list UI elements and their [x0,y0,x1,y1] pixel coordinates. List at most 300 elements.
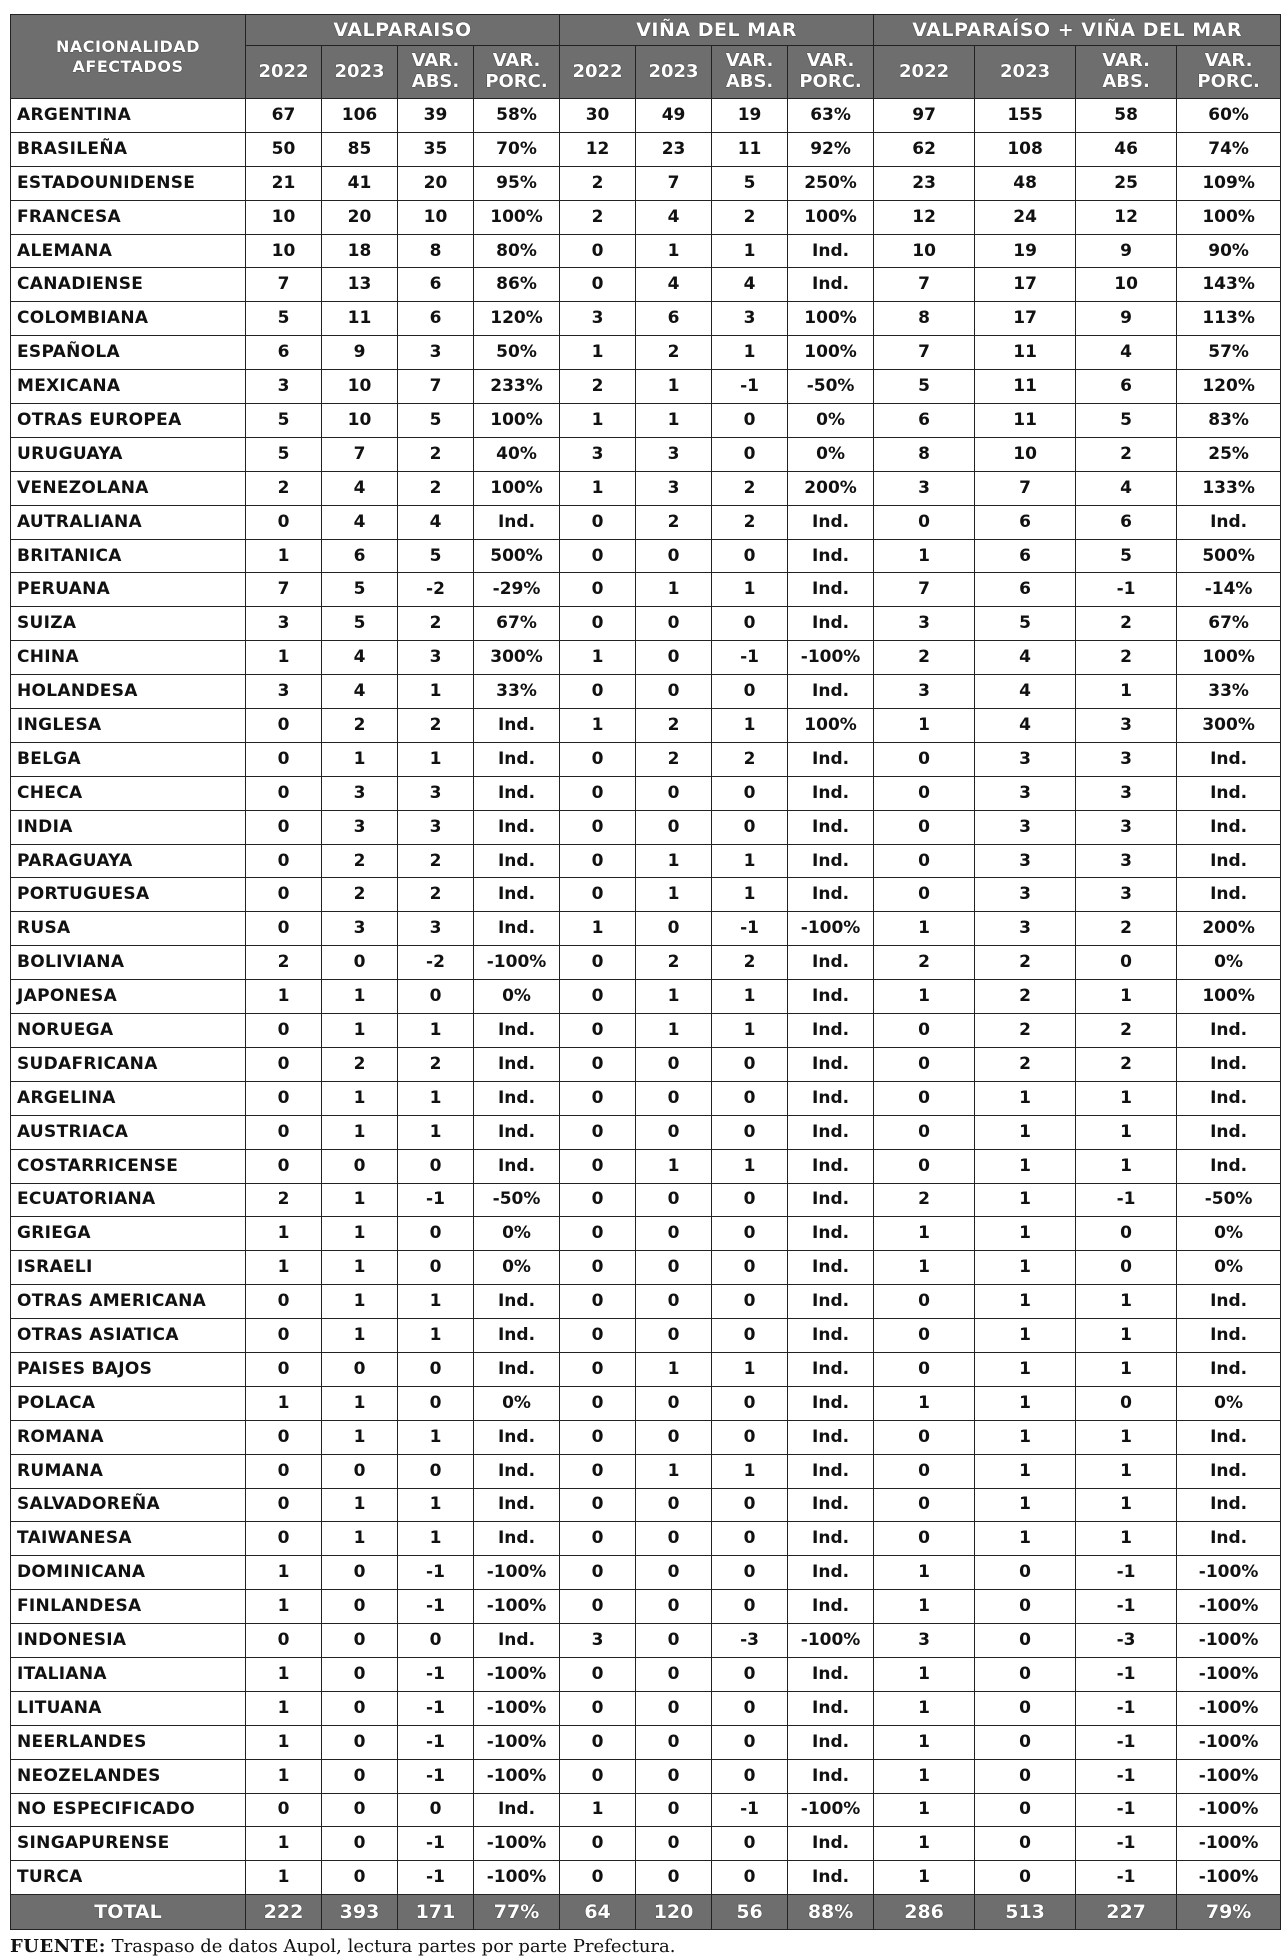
value-cell: 0 [712,437,788,471]
value-cell: 0 [636,1522,712,1556]
value-cell: 1 [246,1386,322,1420]
value-cell: 1 [636,1352,712,1386]
value-cell: -100% [1177,1657,1281,1691]
value-cell: 0 [874,844,975,878]
value-cell: 0 [560,1251,636,1285]
value-cell: 3 [636,437,712,471]
value-cell: 13 [322,268,398,302]
value-cell: 3 [975,912,1076,946]
value-cell: Ind. [788,1725,874,1759]
value-cell: 2 [1076,641,1177,675]
value-cell: 1 [874,1657,975,1691]
value-cell: 0% [1177,1217,1281,1251]
value-cell: 70% [474,132,560,166]
value-cell: 0 [560,980,636,1014]
value-cell: 1 [398,742,474,776]
value-cell: 100% [1177,641,1281,675]
value-cell: 0 [398,1352,474,1386]
table-row [11,505,1281,539]
value-cell: 1 [1076,1081,1177,1115]
value-cell: 0 [636,1725,712,1759]
value-cell: 1 [560,641,636,675]
value-cell: 6 [975,573,1076,607]
value-cell: 1 [398,1285,474,1319]
value-cell: 3 [874,607,975,641]
nationality-cell: OTRAS ASIATICA [11,1319,246,1353]
value-cell: 1 [975,1081,1076,1115]
value-cell: 3 [398,810,474,844]
value-cell: 1 [246,980,322,1014]
value-cell: 80% [474,234,560,268]
table-row [11,437,1281,471]
value-cell: -1 [1076,1725,1177,1759]
value-cell: -1 [398,1725,474,1759]
value-cell: 2 [712,742,788,776]
value-cell: 0 [712,1217,788,1251]
table-row [11,675,1281,709]
value-cell: 1 [246,641,322,675]
value-cell: 1 [246,1827,322,1861]
value-cell: 10 [975,437,1076,471]
total-value: 79% [1177,1895,1281,1930]
value-cell: 7 [246,268,322,302]
value-cell: 5 [246,437,322,471]
value-cell: 12 [560,132,636,166]
value-cell: 5 [1076,539,1177,573]
value-cell: Ind. [788,505,874,539]
table-row [11,1183,1281,1217]
value-cell: 0 [874,742,975,776]
value-cell: 24 [975,200,1076,234]
value-cell: 0 [712,1319,788,1353]
value-cell: 6 [1076,370,1177,404]
value-cell: 1 [712,1149,788,1183]
value-cell: 17 [975,302,1076,336]
value-cell: 0 [246,1081,322,1115]
value-cell: 155 [975,99,1076,133]
value-cell: 1 [1076,1285,1177,1319]
table-row [11,1454,1281,1488]
value-cell: 2 [712,200,788,234]
value-cell: 7 [874,268,975,302]
total-row [11,1895,1281,1930]
value-cell: 0 [636,641,712,675]
value-cell: -1 [1076,573,1177,607]
value-cell: -100% [1177,1556,1281,1590]
value-cell: Ind. [474,1014,560,1048]
value-cell: 3 [398,641,474,675]
value-cell: 1 [712,573,788,607]
nationality-cell: PAISES BAJOS [11,1352,246,1386]
value-cell: 108 [975,132,1076,166]
value-cell: 1 [636,573,712,607]
nationality-cell: RUSA [11,912,246,946]
value-cell: 4 [1076,471,1177,505]
value-cell: 20 [398,166,474,200]
value-cell: 4 [322,471,398,505]
value-cell: Ind. [1177,1047,1281,1081]
value-cell: 0 [975,1624,1076,1658]
value-cell: 0 [874,1522,975,1556]
value-cell: 5 [874,370,975,404]
value-cell: 2 [975,1047,1076,1081]
value-cell: 1 [322,1319,398,1353]
header-group-vina-del-mar: VIÑA DEL MAR [560,15,874,46]
value-cell: Ind. [788,1251,874,1285]
nationality-cell: SALVADOREÑA [11,1488,246,1522]
nationality-cell: LITUANA [11,1691,246,1725]
value-cell: 0 [246,1488,322,1522]
value-cell: Ind. [474,1522,560,1556]
table-row [11,641,1281,675]
header-group-valparaiso: VALPARAISO [246,15,560,46]
table-row [11,912,1281,946]
value-cell: 95% [474,166,560,200]
value-cell: 1 [246,1691,322,1725]
value-cell: 0% [788,437,874,471]
value-cell: 1 [398,675,474,709]
value-cell: 250% [788,166,874,200]
value-cell: 1 [1076,675,1177,709]
value-cell: 33% [1177,675,1281,709]
value-cell: 83% [1177,404,1281,438]
total-label: TOTAL [11,1895,246,1930]
value-cell: 1 [398,1319,474,1353]
value-cell: 67% [1177,607,1281,641]
total-value: 171 [398,1895,474,1930]
value-cell: 0 [246,1352,322,1386]
value-cell: 1 [322,1183,398,1217]
value-cell: 0 [246,1319,322,1353]
value-cell: 2 [322,1047,398,1081]
value-cell: 5 [322,607,398,641]
value-cell: 0 [636,1251,712,1285]
value-cell: Ind. [474,1488,560,1522]
value-cell: 0 [246,776,322,810]
value-cell: 10 [1076,268,1177,302]
value-cell: 1 [874,1759,975,1793]
nationality-cell: BOLIVIANA [11,946,246,980]
value-cell: 0 [712,1725,788,1759]
value-cell: 0 [246,1454,322,1488]
value-cell: 3 [560,437,636,471]
value-cell: -100% [1177,1691,1281,1725]
table-row [11,302,1281,336]
value-cell: Ind. [788,573,874,607]
value-cell: 0 [560,1590,636,1624]
value-cell: 1 [636,1149,712,1183]
value-cell: 6 [975,505,1076,539]
nationality-cell: COLOMBIANA [11,302,246,336]
value-cell: 0 [560,1420,636,1454]
value-cell: -1 [1076,1657,1177,1691]
table-row [11,1657,1281,1691]
value-cell: Ind. [788,1149,874,1183]
value-cell: 17 [975,268,1076,302]
value-cell: 1 [712,1014,788,1048]
nationality-cell: PERUANA [11,573,246,607]
value-cell: 0 [560,1217,636,1251]
value-cell: 2 [636,709,712,743]
value-cell: 12 [1076,200,1177,234]
value-cell: 19 [975,234,1076,268]
nationality-cell: NEERLANDES [11,1725,246,1759]
value-cell: 1 [322,1251,398,1285]
value-cell: 62 [874,132,975,166]
total-value: 222 [246,1895,322,1930]
value-cell: 1 [1076,1420,1177,1454]
table-row [11,1047,1281,1081]
value-cell: Ind. [1177,1454,1281,1488]
value-cell: 0 [636,1115,712,1149]
value-cell: 8 [874,302,975,336]
value-cell: 3 [1076,844,1177,878]
value-cell: -1 [1076,1827,1177,1861]
value-cell: 0% [1177,1386,1281,1420]
value-cell: Ind. [474,742,560,776]
value-cell: 0 [636,1861,712,1895]
source-text: Traspaso de datos Aupol, lectura partes por parte Prefectura. [105,1936,676,1957]
value-cell: 3 [1076,776,1177,810]
value-cell: 2 [975,980,1076,1014]
nationality-cell: JAPONESA [11,980,246,1014]
value-cell: 1 [1076,1454,1177,1488]
value-cell: 39 [398,99,474,133]
table-row [11,1556,1281,1590]
value-cell: 0 [1076,946,1177,980]
total-value: 393 [322,1895,398,1930]
value-cell: 0 [636,1624,712,1658]
nationality-cell: ARGENTINA [11,99,246,133]
value-cell: 2 [1076,1014,1177,1048]
value-cell: 4 [712,268,788,302]
value-cell: 3 [322,810,398,844]
value-cell: 4 [975,675,1076,709]
value-cell: 0 [712,1522,788,1556]
value-cell: -1 [398,1759,474,1793]
nationality-cell: BELGA [11,742,246,776]
value-cell: 1 [246,1657,322,1691]
value-cell: 11 [975,404,1076,438]
nationality-cell: MEXICANA [11,370,246,404]
value-cell: 2 [636,946,712,980]
value-cell: Ind. [1177,1081,1281,1115]
value-cell: 0% [474,1217,560,1251]
value-cell: 0 [560,1183,636,1217]
value-cell: Ind. [474,878,560,912]
value-cell: 0 [398,1217,474,1251]
value-cell: 3 [246,370,322,404]
value-cell: Ind. [474,1047,560,1081]
value-cell: 1 [398,1420,474,1454]
value-cell: Ind. [474,844,560,878]
table-row [11,1285,1281,1319]
value-cell: 0 [636,810,712,844]
value-cell: 74% [1177,132,1281,166]
value-cell: 0 [636,607,712,641]
value-cell: 0 [874,1081,975,1115]
nationality-cell: OTRAS AMERICANA [11,1285,246,1319]
total-value: 227 [1076,1895,1177,1930]
value-cell: 1 [975,1251,1076,1285]
table-body [11,99,1281,1930]
value-cell: 0 [560,1352,636,1386]
value-cell: 0 [398,1149,474,1183]
value-cell: Ind. [788,844,874,878]
value-cell: Ind. [1177,1488,1281,1522]
table-row [11,1827,1281,1861]
value-cell: Ind. [1177,1319,1281,1353]
value-cell: 3 [560,302,636,336]
value-cell: 0 [560,1522,636,1556]
value-cell: 7 [975,471,1076,505]
value-cell: 1 [246,1759,322,1793]
value-cell: Ind. [474,1624,560,1658]
nationality-cell: RUMANA [11,1454,246,1488]
nationality-table [10,14,1281,1930]
value-cell: 2 [636,742,712,776]
value-cell: 3 [975,742,1076,776]
value-cell: 2 [874,946,975,980]
value-cell: 48 [975,166,1076,200]
value-cell: 0 [874,1115,975,1149]
nationality-cell: URUGUAYA [11,437,246,471]
value-cell: 0 [560,1691,636,1725]
nationality-cell: ECUATORIANA [11,1183,246,1217]
value-cell: 1 [874,1556,975,1590]
value-cell: 10 [322,370,398,404]
value-cell: 5 [712,166,788,200]
table-header [11,15,1281,99]
value-cell: 100% [474,471,560,505]
value-cell: 0 [560,1386,636,1420]
value-cell: 106 [322,99,398,133]
value-cell: 0 [636,912,712,946]
table-row [11,336,1281,370]
value-cell: 0 [246,1115,322,1149]
nationality-cell: CHECA [11,776,246,810]
value-cell: 23 [636,132,712,166]
value-cell: 3 [398,336,474,370]
value-cell: Ind. [474,1285,560,1319]
value-cell: 3 [712,302,788,336]
value-cell: 0 [560,1759,636,1793]
value-cell: 5 [322,573,398,607]
value-cell: 4 [636,268,712,302]
value-cell: 21 [246,166,322,200]
value-cell: 0 [636,1793,712,1827]
value-cell: 49 [636,99,712,133]
value-cell: 97 [874,99,975,133]
value-cell: -1 [1076,1183,1177,1217]
value-cell: -2 [398,573,474,607]
nationality-cell: NO ESPECIFICADO [11,1793,246,1827]
value-cell: 5 [246,302,322,336]
value-cell: 0 [975,1861,1076,1895]
value-cell: Ind. [1177,1522,1281,1556]
value-cell: Ind. [788,1759,874,1793]
nationality-cell: HOLANDESA [11,675,246,709]
value-cell: 1 [322,980,398,1014]
nationality-cell: ESTADOUNIDENSE [11,166,246,200]
nationality-cell: COSTARRICENSE [11,1149,246,1183]
value-cell: -100% [788,1624,874,1658]
table-row [11,1590,1281,1624]
table-row [11,1115,1281,1149]
value-cell: 1 [322,1488,398,1522]
value-cell: -100% [788,1793,874,1827]
value-cell: Ind. [788,1861,874,1895]
value-cell: 0 [398,980,474,1014]
value-cell: 2 [712,505,788,539]
value-cell: 0 [398,1251,474,1285]
value-cell: 0 [636,776,712,810]
value-cell: 1 [636,878,712,912]
value-cell: 0 [560,1827,636,1861]
value-cell: Ind. [1177,1352,1281,1386]
value-cell: Ind. [1177,810,1281,844]
value-cell: -1 [1076,1861,1177,1895]
value-cell: 4 [322,641,398,675]
value-cell: 19 [712,99,788,133]
nationality-cell: ITALIANA [11,1657,246,1691]
value-cell: 143% [1177,268,1281,302]
total-value: 286 [874,1895,975,1930]
value-cell: 3 [322,776,398,810]
nationality-cell: ESPAÑOLA [11,336,246,370]
value-cell: 1 [560,404,636,438]
value-cell: 0% [474,980,560,1014]
value-cell: 0 [712,1047,788,1081]
value-cell: 90% [1177,234,1281,268]
value-cell: 3 [1076,810,1177,844]
table-row [11,946,1281,980]
value-cell: 0 [322,1861,398,1895]
value-cell: -100% [788,641,874,675]
nationality-cell: OTRAS EUROPEA [11,404,246,438]
value-cell: -100% [474,1691,560,1725]
value-cell: 0 [1076,1386,1177,1420]
table-row [11,1386,1281,1420]
value-cell: 3 [398,912,474,946]
value-cell: Ind. [1177,1285,1281,1319]
value-cell: Ind. [1177,1420,1281,1454]
value-cell: 1 [398,1115,474,1149]
value-cell: 0 [246,1624,322,1658]
value-cell: Ind. [788,1590,874,1624]
value-cell: 1 [560,471,636,505]
value-cell: 6 [246,336,322,370]
value-cell: 500% [1177,539,1281,573]
value-cell: Ind. [788,1691,874,1725]
value-cell: -1 [398,1861,474,1895]
value-cell: Ind. [474,1115,560,1149]
value-cell: Ind. [788,1319,874,1353]
value-cell: 4 [975,709,1076,743]
value-cell: 0 [560,1081,636,1115]
value-cell: 0 [636,1590,712,1624]
value-cell: 3 [246,607,322,641]
value-cell: 0 [560,573,636,607]
value-cell: 2 [398,471,474,505]
value-cell: 0 [560,1319,636,1353]
value-cell: 0 [712,1590,788,1624]
value-cell: -1 [712,912,788,946]
value-cell: 0 [975,1793,1076,1827]
value-cell: 0 [636,1691,712,1725]
header-sub-var-porc: VAR. PORC. [788,46,874,99]
value-cell: 86% [474,268,560,302]
